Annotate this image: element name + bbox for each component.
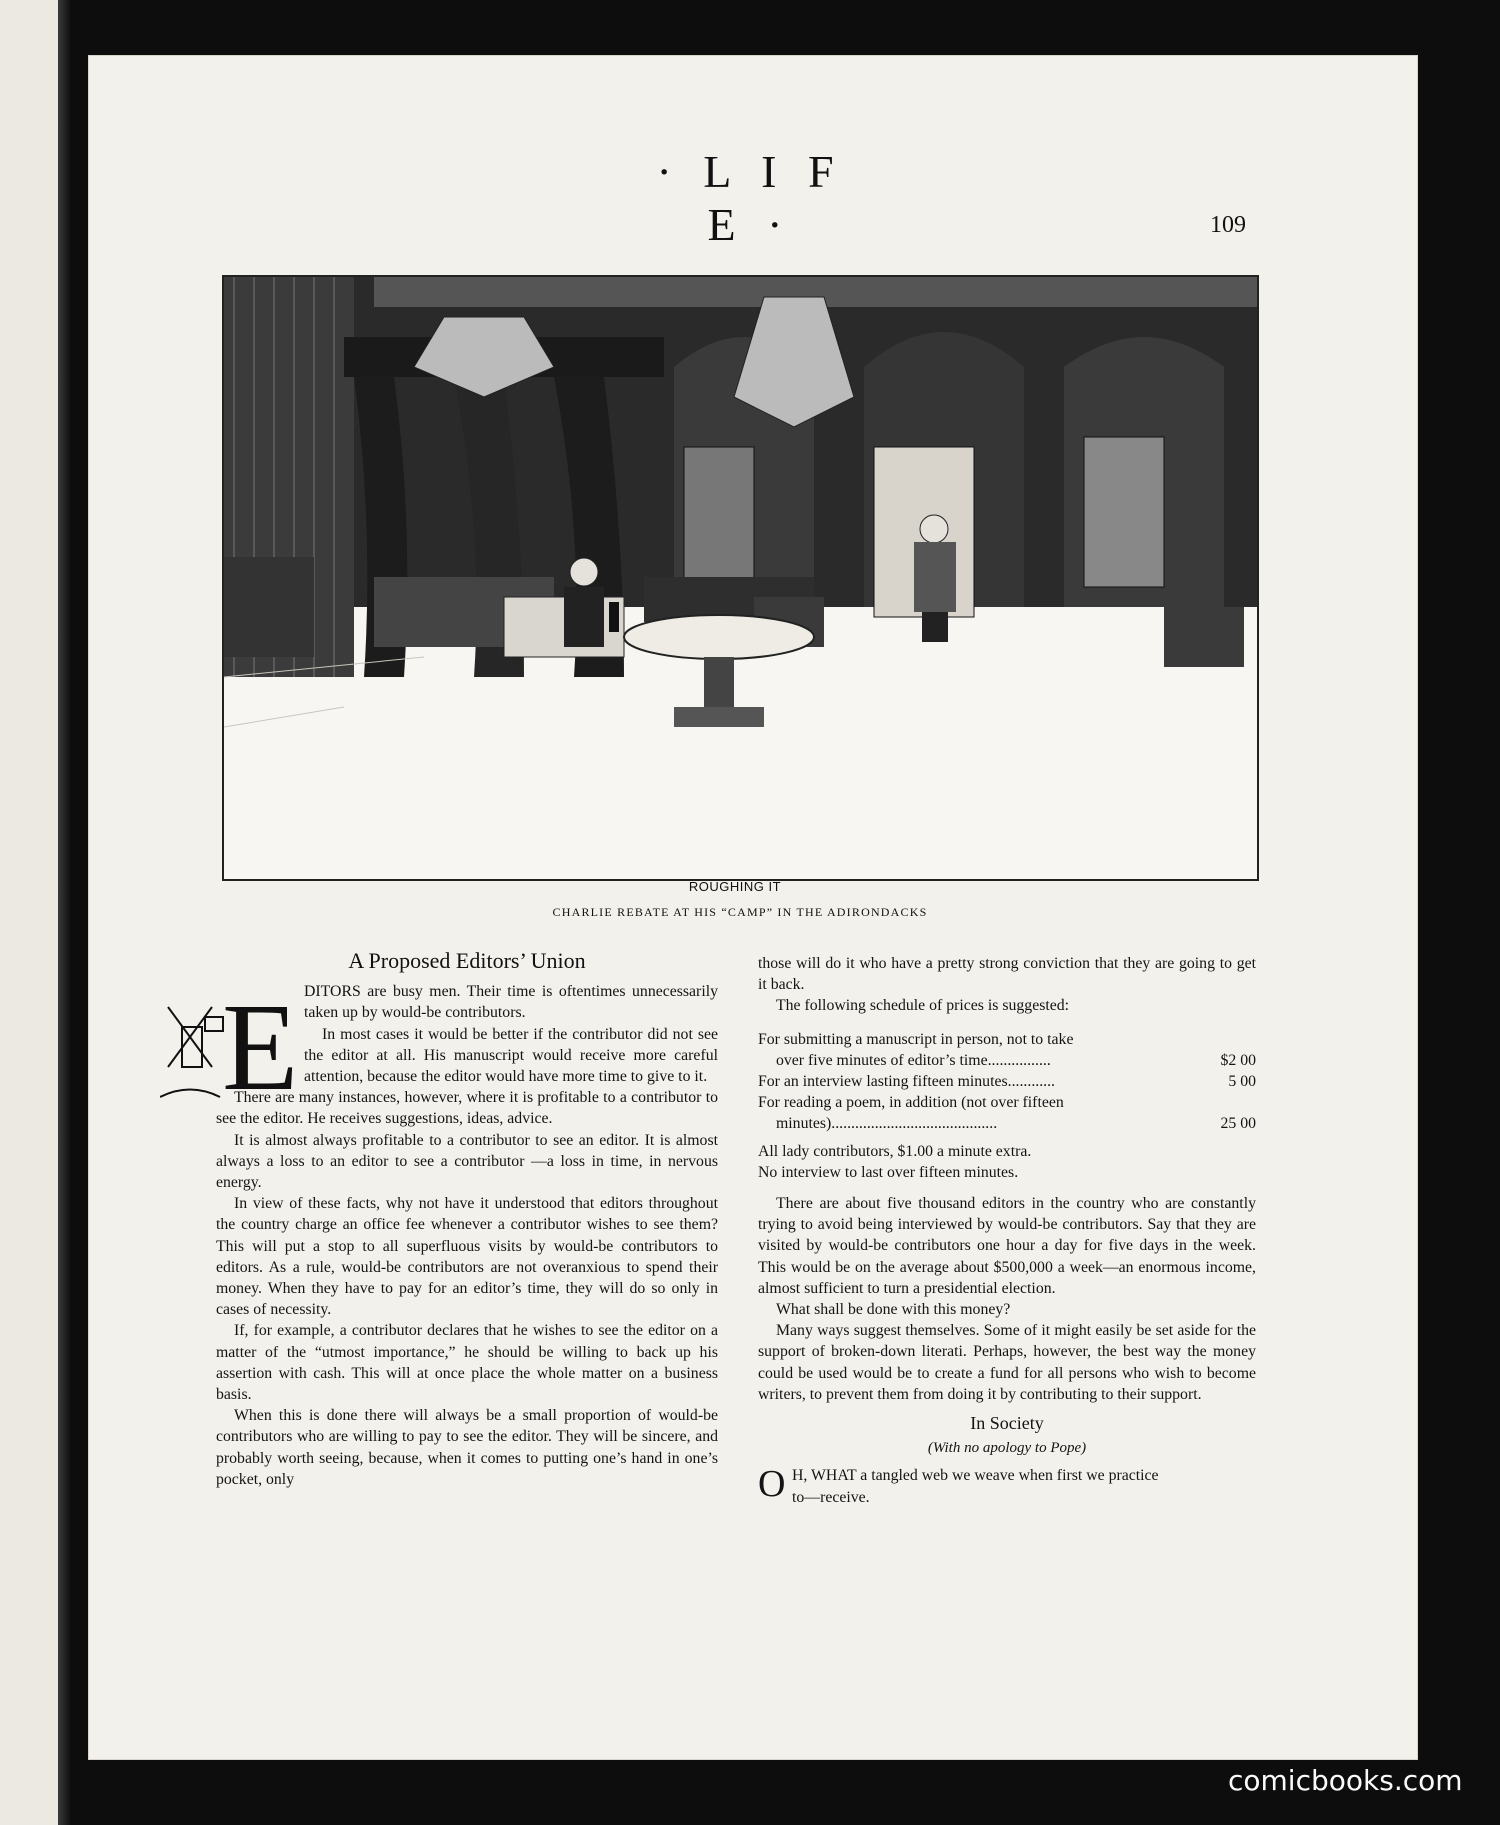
price-label: For submitting a manuscript in person, not to take (758, 1030, 1074, 1048)
article-paragraph: There are about five thousand editors in the country who are constantly trying to avoid being interviewed by would-be contributors. Say that they are visited by would-be contributors one hour a day for five days in the week. This would be on the average about $500,000 a week—an enormous income, almost sufficient to turn a presidential election. (758, 1195, 1256, 1297)
poem-line: to—receive. (792, 1488, 870, 1506)
schedule-note: No interview to last over fifteen minutes. (758, 1163, 1019, 1181)
poem-initial: O (758, 1463, 786, 1506)
poem-line: H, WHAT a tangled web we weave when first we practice (792, 1467, 1159, 1485)
page-number: 109 (1210, 212, 1246, 238)
price-row (758, 1113, 1256, 1134)
previous-page-edge (0, 0, 58, 1825)
price-label: For reading a poem, in addition (not over fifteen (758, 1094, 1064, 1112)
article-paragraph: In view of these facts, why not have it understood that editors throughout the country charge an office fee whenever a contributor wishes to see them? This will put a stop to all superfluous visits by would-be contributors to editors. As a rule, would-be contributors are not overanxious to spend their money. When they have to pay for an editor’s time, they will do so only in cases of necessity. (216, 1195, 718, 1319)
article-left-column (216, 950, 718, 1490)
engraving-drawing (224, 277, 1257, 879)
poem-subtitle: (With no apology to Pope) (927, 1440, 1087, 1457)
poem-body (758, 1465, 1256, 1507)
bedroom-illustration (222, 275, 1259, 881)
article-title: A Proposed Editors’ Union (348, 948, 586, 973)
schedule-note: All lady contributors, $1.00 a minute extra. (758, 1142, 1032, 1160)
price-label: minutes).......................................... (776, 1115, 998, 1133)
price-label: For an interview lasting fifteen minutes............ (758, 1073, 1056, 1091)
price-row (758, 1092, 1256, 1113)
schedule-intro: The following schedule of prices is suggested: (776, 997, 1070, 1015)
dropcap-block (216, 979, 718, 1108)
article-paragraph: There are many instances, however, where it is profitable to a contributor to see the editor. He receives suggestions, ideas, advice. (216, 1089, 718, 1128)
dropcap-letter: E (222, 979, 299, 1108)
price-label: over five minutes of editor’s time................ (776, 1051, 1051, 1069)
article-paragraph: If, for example, a contributor declares that he wishes to see the editor on a matter of the “utmost importance,” he should be willing to back up his assertion with cash. This will at once place the whole matter on a business basis. (216, 1322, 718, 1404)
watermark: comicbooks.com (1228, 1764, 1463, 1797)
article-right-column (758, 953, 1256, 1508)
price-row (758, 1050, 1256, 1071)
illustration-caption-title: ROUGHING IT (688, 879, 782, 894)
article-paragraph: DITORS are busy men. Their time is oftentimes unnecessarily taken up by would-be contributors. (304, 983, 718, 1022)
article-paragraph: When this is done there will always be a small proportion of would-be contributors who are willing to pay to see the editor. They will be sincere, and probably worth seeing, because, when it comes to putting one’s hand in one’s pocket, only (216, 1407, 718, 1488)
price-amount: $2 00 (1220, 1051, 1256, 1069)
poem-title: In Society (970, 1413, 1044, 1434)
article-paragraph: What shall be done with this money? (776, 1301, 1011, 1319)
price-amount: 25 00 (1220, 1115, 1256, 1133)
price-amount: 5 00 (1228, 1073, 1256, 1091)
magazine-title: · L I F E · (656, 146, 844, 250)
illustration-caption-subtitle: CHARLIE REBATE AT HIS “CAMP” IN THE ADIRONDACKS (552, 905, 928, 919)
price-schedule (758, 1029, 1256, 1135)
article-paragraph: Many ways suggest themselves. Some of it might easily be set aside for the support of broken-down literati. Perhaps, however, the best way the money could be used would be to create a fund for all persons who wish to become writers, to prevent them from doing it by contributing to their support. (758, 1322, 1256, 1403)
price-row (758, 1029, 1256, 1050)
price-row (758, 1071, 1256, 1092)
binding-gutter (58, 0, 72, 1825)
article-paragraph: It is almost always profitable to a contributor to see an editor. It is almost always a loss to an editor to see a contributor —a loss in time, in nervous energy. (216, 1131, 718, 1192)
article-paragraph: In most cases it would be better if the contributor did not see the editor at all. His manuscript would receive more careful attention, because the editor would have more time to give to it. (304, 1025, 718, 1086)
article-continuation: those will do it who have a pretty strong conviction that they are going to get it back. (758, 955, 1256, 994)
dropcap-e-ornament-icon (160, 977, 310, 1107)
